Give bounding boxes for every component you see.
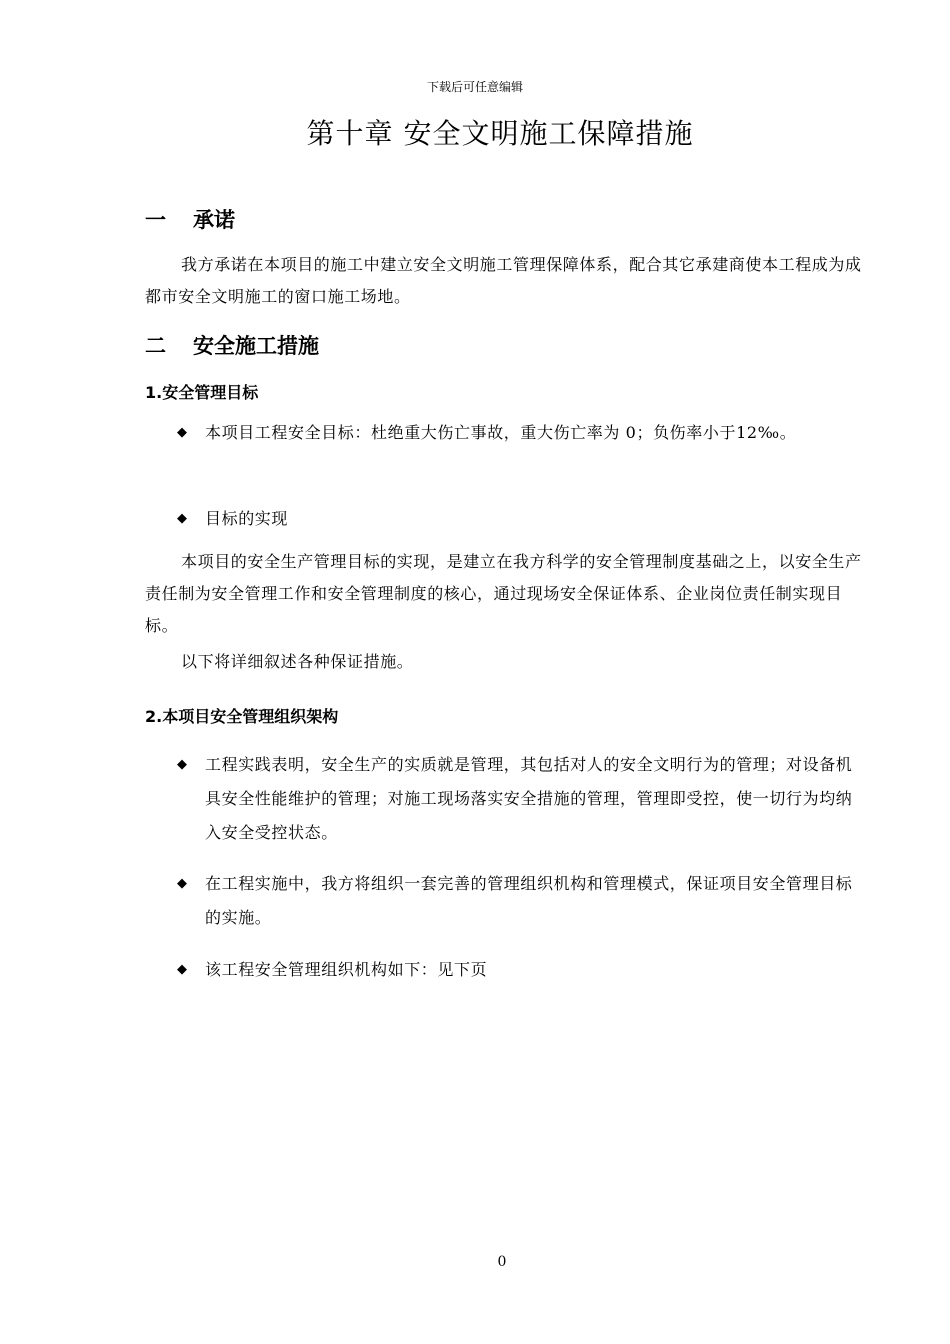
bullet-text: 在工程实施中，我方将组织一套完善的管理组织机构和管理模式，保证项目安全管理目标的实施。 (205, 874, 853, 927)
diamond-bullet-icon: ◆ (177, 876, 188, 891)
chapter-title: 第十章 安全文明施工保障措施 (306, 117, 694, 150)
bullet-text: 目标的实现 (205, 509, 289, 528)
commitment-paragraph: 我方承诺在本项目的施工中建立安全文明施工管理保障体系，配合其它承建商使本工程成为成都市安全文明施工的窗口施工场地。 (145, 255, 862, 306)
bullet-item (177, 416, 867, 450)
bullet-text: 该工程安全管理组织机构如下：见下页 (205, 960, 488, 979)
bullet-item (177, 502, 867, 536)
diamond-bullet-icon: ◆ (177, 757, 188, 772)
bullet-item (177, 748, 867, 850)
bullet-item (177, 867, 867, 935)
diamond-bullet-icon: ◆ (177, 511, 188, 526)
section-number: 二 (145, 334, 166, 358)
measures-intro-paragraph: 以下将详细叙述各种保证措施。 (181, 652, 414, 671)
section-title: 承诺 (193, 208, 235, 232)
subsection-heading-safety-goal: 1.安全管理目标 (145, 383, 259, 402)
diamond-bullet-icon: ◆ (177, 962, 188, 977)
bullet-item (177, 953, 867, 987)
subsection-heading-org-structure: 2.本项目安全管理组织架构 (145, 707, 339, 726)
header-note: 下载后可任意编辑 (426, 80, 523, 94)
section-heading-safety-measures (145, 330, 319, 360)
bullet-text: 工程实践表明，安全生产的实质就是管理，其包括对人的安全文明行为的管理；对设备机具安全性能维护的管理；对施工现场落实安全措施的管理，管理即受控，使一切行为均纳入安全受控状态。 (205, 755, 853, 842)
diamond-bullet-icon: ◆ (177, 425, 188, 440)
page-number: 0 (497, 1254, 507, 1270)
section-title: 安全施工措施 (193, 334, 319, 358)
section-heading-commitment (145, 204, 235, 234)
section-number: 一 (145, 208, 166, 232)
goal-implementation-paragraph: 本项目的安全生产管理目标的实现，是建立在我方科学的安全管理制度基础之上，以安全生产责任制为安全管理工作和安全管理制度的核心，通过现场安全保证体系、企业岗位责任制实现目标。 (145, 552, 862, 635)
bullet-text: 本项目工程安全目标：杜绝重大伤亡事故，重大伤亡率为 0；负伤率小于12‰。 (205, 423, 797, 442)
